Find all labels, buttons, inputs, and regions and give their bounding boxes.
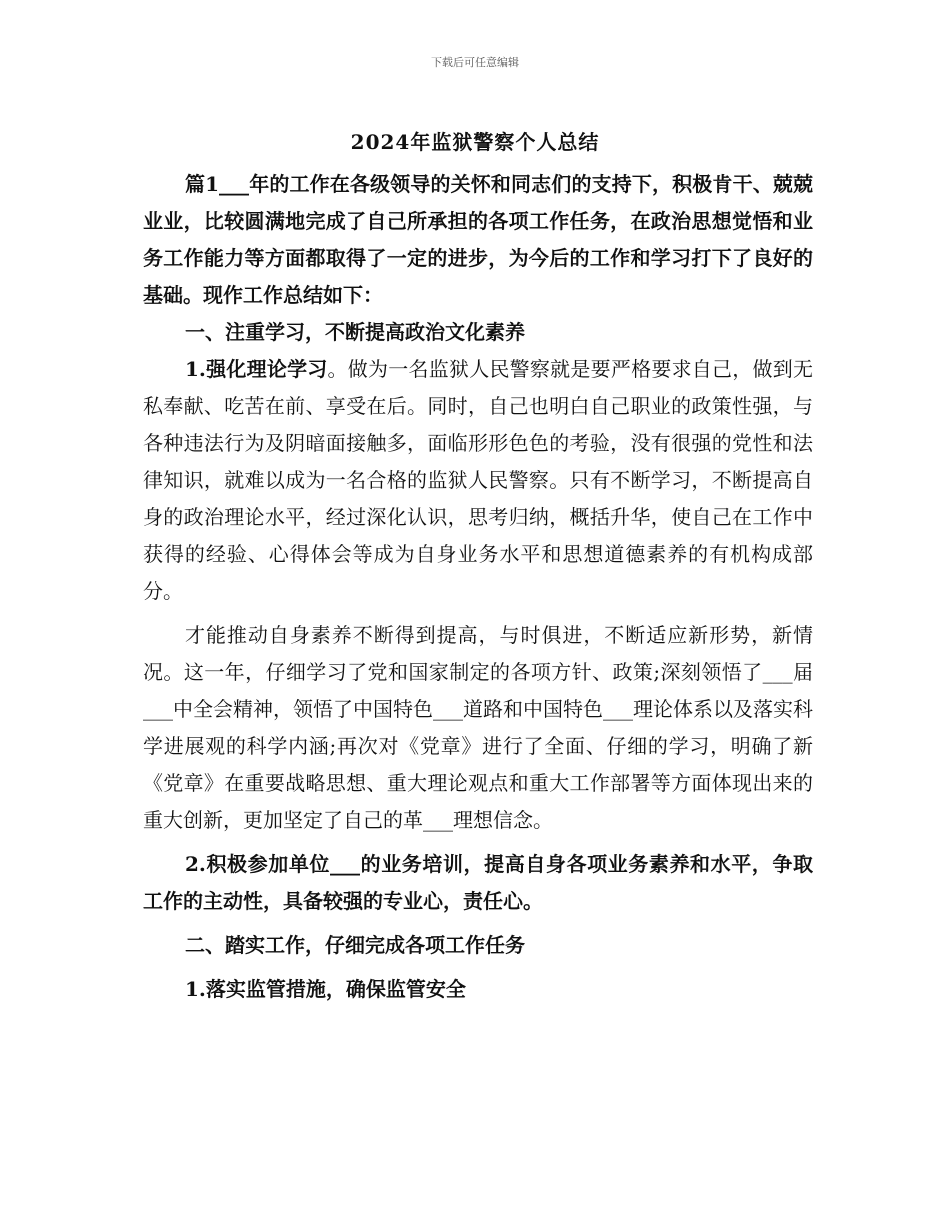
intro-paragraph: 篇1___年的工作在各级领导的关怀和同志们的支持下，积极肯干、兢兢业业，比较圆满地完成了自己所承担的各项工作任务，在政治思想觉悟和业务工作能力等方面都取得了一定的进步，为今后的工作和学习打下了良好的基础。现作工作总结如下： (143, 172, 813, 307)
subsection-heading: 1.落实监管措施，确保监管安全 (185, 977, 466, 1001)
spacer (143, 964, 813, 971)
section-heading-1: 一、注重学习，不断提高政治文化素养 (185, 320, 525, 344)
paragraph-theory-study (143, 351, 813, 610)
document-body (143, 166, 813, 1008)
page-header: 下载后可任意编辑 (431, 56, 519, 69)
section-heading-2: 二、踏实工作，仔细完成各项工作任务 (185, 933, 525, 957)
spacer (143, 920, 813, 927)
paragraph-lead: 1.强化理论学习 (185, 357, 328, 381)
spacer (143, 610, 813, 617)
spacer (143, 839, 813, 846)
paragraph-training: 2.积极参加单位___的业务培训，提高自身各项业务素养和水平，争取工作的主动性，具备较强的专业心，责任心。 (143, 852, 813, 913)
document-title: 2024年监狱警察个人总结 (350, 130, 600, 154)
paragraph-text: 。做为一名监狱人民警察就是要严格要求自己，做到无私奉献、吃苦在前、享受在后。同时，自己也明白自己职业的政策性强，与各种违法行为及阴暗面接触多，面临形形色色的考验，没有很强的党性和法律知识，就难以成为一名合格的监狱人民警察。只有不断学习，不断提高自身的政治理论水平，经过深化认识，思考归纳，概括升华，使自己在工作中获得的经验、心得体会等成为自身业务水平和思想道德素养的有机构成部分。 (143, 357, 813, 603)
paragraph-continuation: 才能推动自身素养不断得到提高，与时俱进，不断适应新形势，新情况。这一年，仔细学习了党和国家制定的各项方针、政策;深刻领悟了___届___中全会精神，领悟了中国特色___道路和中国特色___理论体系以及落实科学进展观的科学内涵;再次对《党章》进行了全面、仔细的学习，明确了新《党章》在重要战略思想、重大理论观点和重大工作部署等方面体现出来的重大创新，更加坚定了自己的革___理想信念。 (143, 623, 813, 832)
